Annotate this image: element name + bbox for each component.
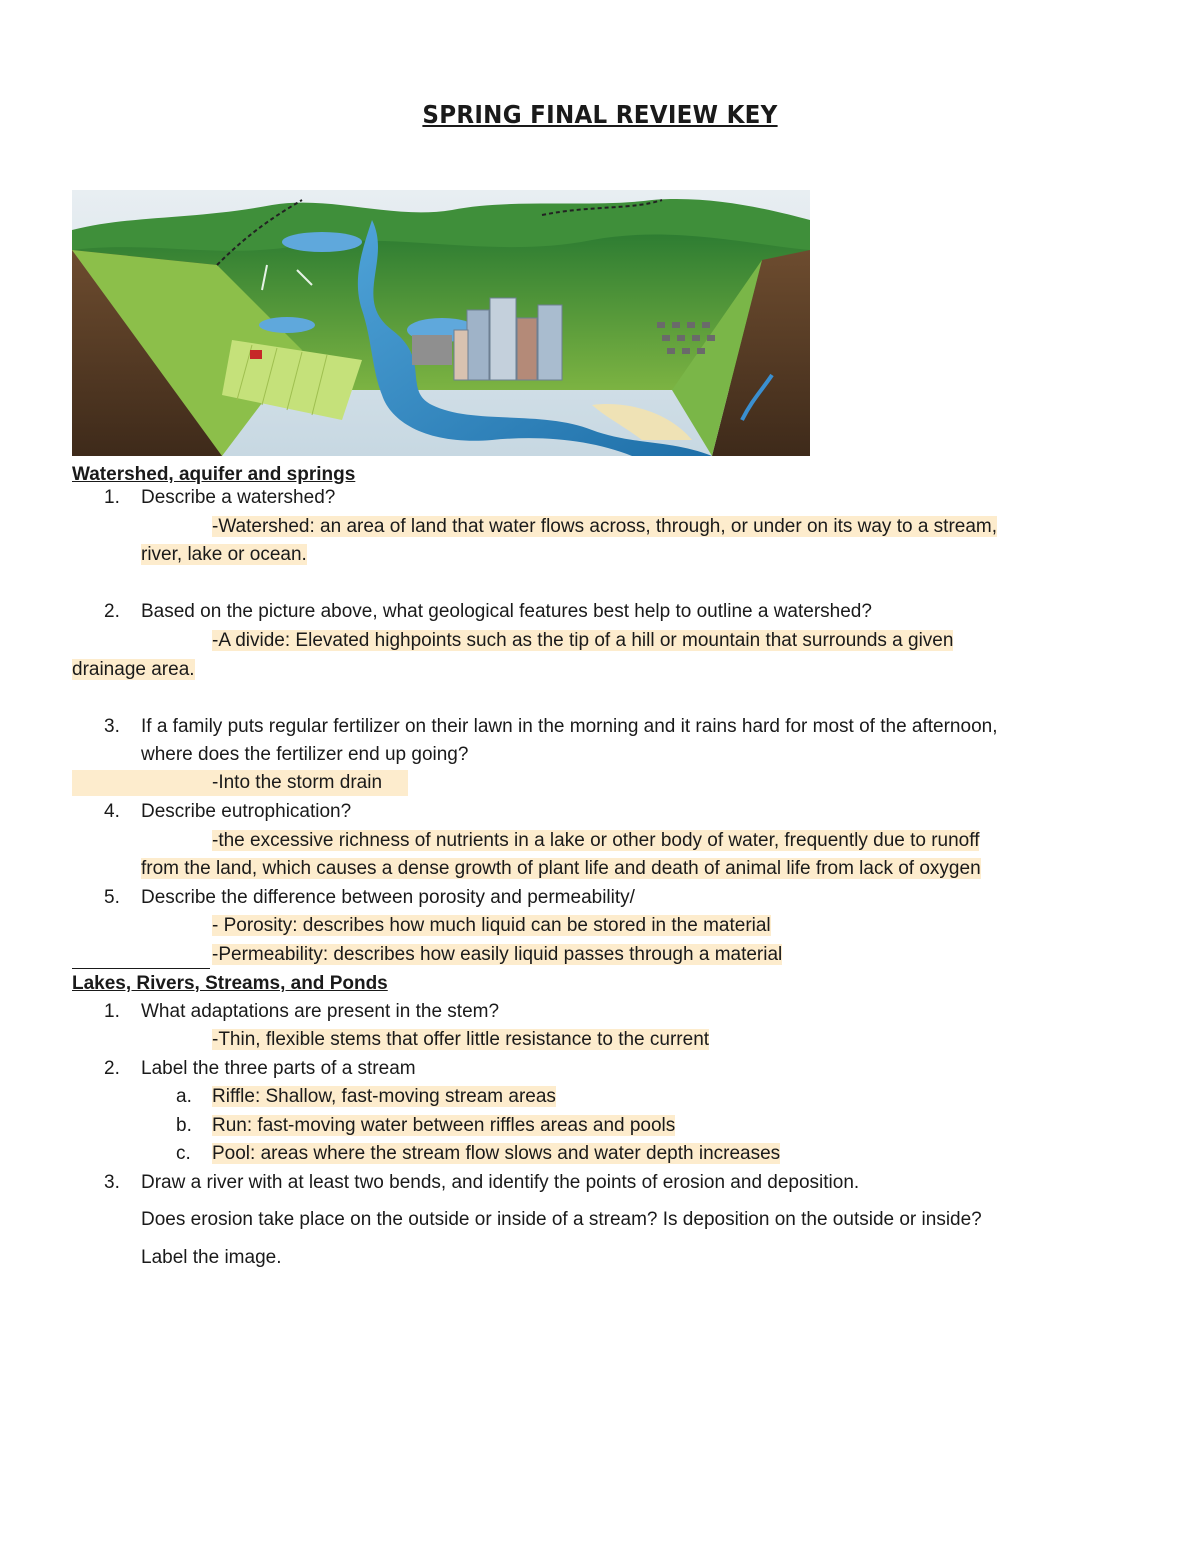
list-letter: b. — [176, 1115, 192, 1136]
watershed-diagram-image — [72, 190, 810, 456]
question-text: where does the fertilizer end up going? — [141, 744, 469, 765]
question-number: 1. — [104, 1001, 120, 1022]
answer-text: -A divide: Elevated highpoints such as the tip of a hill or mountain that surrounds a given — [212, 630, 954, 651]
section-heading-watershed: Watershed, aquifer and springs — [72, 464, 356, 485]
page-title: SPRING FINAL REVIEW KEY — [422, 100, 778, 129]
list-item: Pool: areas where the stream flow slows and water depth increases — [212, 1143, 781, 1164]
question-text: Describe the difference between porosity and permeability/ — [141, 887, 635, 908]
question-number: 4. — [104, 801, 120, 822]
question-text: Based on the picture above, what geological features best help to outline a watershed? — [141, 601, 872, 622]
list-letter: a. — [176, 1086, 192, 1107]
list-item: Run: fast-moving water between riffles areas and pools — [212, 1115, 676, 1136]
question-text: Label the three parts of a stream — [141, 1058, 416, 1079]
question-number: 2. — [104, 1058, 120, 1079]
list-item: Riffle: Shallow, fast-moving stream areas — [212, 1086, 556, 1107]
section-heading-lakes: Lakes, Rivers, Streams, and Ponds — [72, 973, 388, 994]
answer-text: -the excessive richness of nutrients in a lake or other body of water, frequently due to runoff — [212, 830, 980, 851]
question-number: 5. — [104, 887, 120, 908]
answer-text: river, lake or ocean. — [141, 544, 307, 565]
question-number: 3. — [104, 1172, 120, 1193]
answer-text: from the land, which causes a dense growth of plant life and death of animal life from lack of oxygen — [141, 858, 981, 879]
question-text: Describe eutrophication? — [141, 801, 352, 822]
question-text: Draw a river with at least two bends, and identify the points of erosion and deposition. — [141, 1172, 860, 1193]
question-text: If a family puts regular fertilizer on their lawn in the morning and it rains hard for most of the afternoon, — [141, 716, 998, 737]
question-number: 3. — [104, 716, 120, 737]
question-number: 1. — [104, 487, 120, 508]
question-text: Does erosion take place on the outside or inside of a stream? Is deposition on the outside or inside? — [141, 1209, 982, 1230]
answer-text: -Into the storm drain — [212, 772, 383, 793]
answer-text: - Porosity: describes how much liquid can be stored in the material — [212, 915, 771, 936]
question-text: What adaptations are present in the stem? — [141, 1001, 500, 1022]
answer-text: drainage area. — [72, 659, 195, 680]
watershed-illustration — [72, 190, 810, 456]
question-text: Label the image. — [141, 1247, 282, 1268]
answer-text: -Permeability: describes how easily liquid passes through a material — [212, 944, 783, 965]
list-letter: c. — [176, 1143, 191, 1164]
answer-text: -Thin, flexible stems that offer little resistance to the current — [212, 1029, 710, 1050]
question-text: Describe a watershed? — [141, 487, 336, 508]
answer-text: -Watershed: an area of land that water flows across, through, or under on its way to a stream, — [212, 516, 998, 537]
blank-underline — [72, 968, 210, 969]
question-number: 2. — [104, 601, 120, 622]
